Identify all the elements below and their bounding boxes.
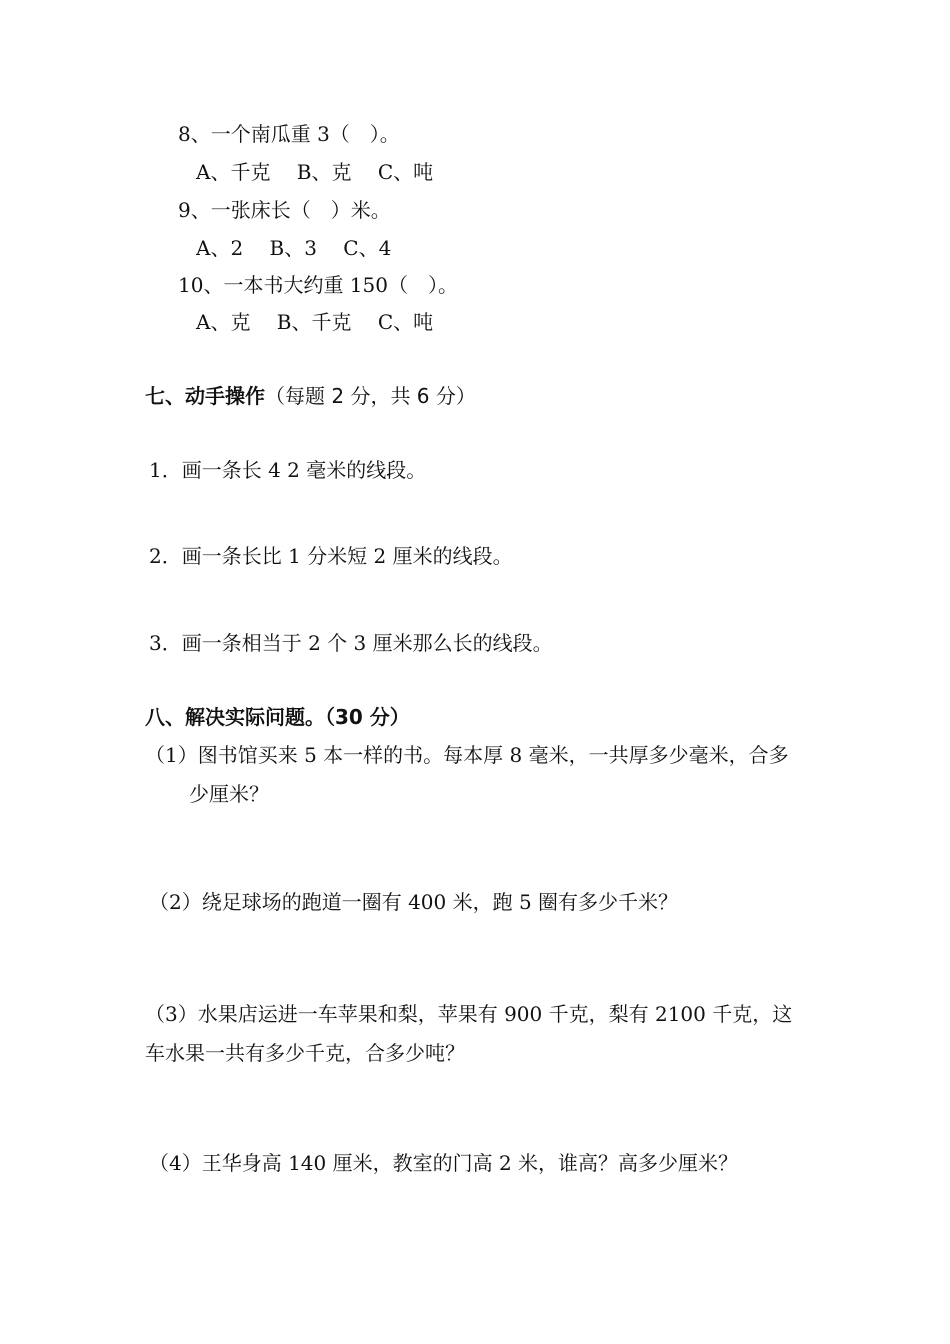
problem-1-line-2: 少厘米？ xyxy=(189,782,269,806)
drawing-task-2: 2．画一条长比 1 分米短 2 厘米的线段。 xyxy=(149,544,513,568)
question-9-options: A、2 B、3 C、4 xyxy=(196,236,392,260)
question-10-options: A、克 B、千克 C、吨 xyxy=(196,310,434,334)
question-9-stem: 9、一张床长（ ）米。 xyxy=(178,198,391,222)
problem-3-line-1: （3）水果店运进一车苹果和梨，苹果有 900 千克，梨有 2100 千克，这 xyxy=(145,1002,793,1026)
section-7-score-note: （每题 2 分，共 6 分） xyxy=(265,384,476,408)
question-8-stem: 8、一个南瓜重 3（ ）。 xyxy=(178,122,400,146)
section-7-title: 七、动手操作 xyxy=(145,384,265,408)
section-7-heading xyxy=(145,384,476,408)
question-10-stem: 10、一本书大约重 150（ ）。 xyxy=(178,273,458,297)
drawing-task-3: 3．画一条相当于 2 个 3 厘米那么长的线段。 xyxy=(149,631,553,655)
drawing-task-1: 1．画一条长 4 2 毫米的线段。 xyxy=(149,458,427,482)
section-8-title: 八、解决实际问题。（30 分） xyxy=(145,705,410,729)
problem-1-line-1: （1）图书馆买来 5 本一样的书。每本厚 8 毫米，一共厚多少毫米，合多 xyxy=(145,743,789,767)
question-8-options: A、千克 B、克 C、吨 xyxy=(196,160,434,184)
problem-3-line-2: 车水果一共有多少千克，合多少吨？ xyxy=(145,1041,465,1065)
problem-4: （4）王华身高 140 厘米，教室的门高 2 米，谁高？高多少厘米？ xyxy=(149,1151,739,1175)
problem-2: （2）绕足球场的跑道一圈有 400 米，跑 5 圈有多少千米？ xyxy=(149,890,679,914)
